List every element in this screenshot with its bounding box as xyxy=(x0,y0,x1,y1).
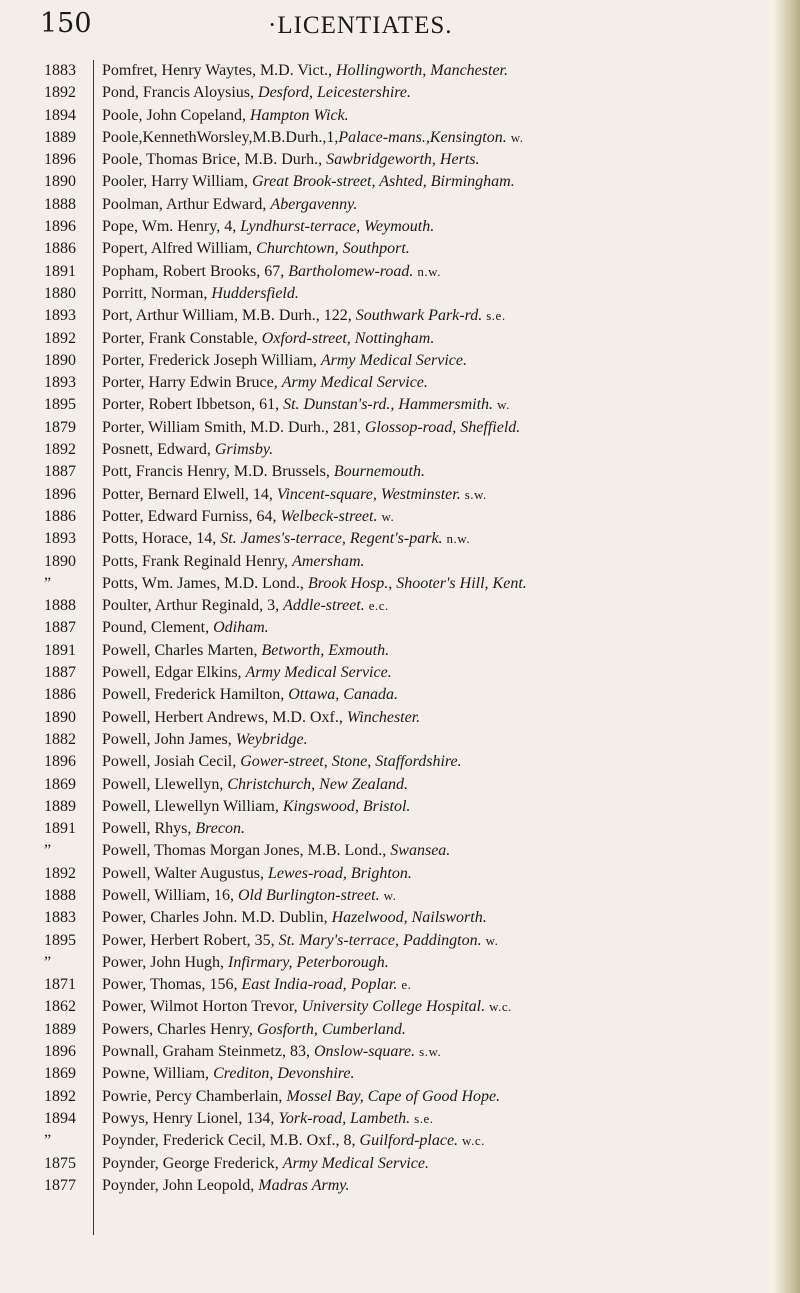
entry-year: 1886 xyxy=(44,507,76,525)
entry-year: 1862 xyxy=(44,998,76,1016)
entry-year: 1889 xyxy=(44,128,76,146)
page-edge xyxy=(774,0,800,1293)
entry-year: 1890 xyxy=(44,351,76,369)
entry-name: Porter, Harry Edwin Bruce, xyxy=(102,374,282,392)
list-item xyxy=(102,774,770,796)
entry-location: Army Medical Service. xyxy=(282,1154,429,1172)
list-item xyxy=(102,171,770,193)
page-header xyxy=(40,8,760,48)
entry-name: Pope, Wm. Henry, 4, xyxy=(102,218,241,236)
entry-name: Potts, Horace, 14, xyxy=(102,530,221,548)
entry-year: 1896 xyxy=(44,218,76,236)
entry-district: e.c. xyxy=(368,598,389,614)
list-item xyxy=(102,149,770,171)
entry-name: Port, Arthur William, M.B. Durh., 122, xyxy=(102,307,356,325)
entry-year: 1893 xyxy=(44,307,76,325)
entry-name: Pownall, Graham Steinmetz, 83, xyxy=(102,1043,314,1061)
list-item xyxy=(102,105,770,127)
entry-location: Onslow-square. xyxy=(313,1043,416,1061)
entry-name: Posnett, Edward, xyxy=(102,441,215,459)
entry-year: 1896 xyxy=(44,1043,76,1061)
list-item xyxy=(102,216,770,238)
entry-district: n.w. xyxy=(446,531,471,547)
entry-year: 1887 xyxy=(44,463,76,481)
entry-name: Porter, Frederick Joseph William, xyxy=(102,351,321,369)
list-item xyxy=(102,461,770,483)
entry-year: 1892 xyxy=(44,864,76,882)
entry-year: 1893 xyxy=(44,374,76,392)
entry-location: Huddersfield. xyxy=(211,284,299,302)
entry-name: Powers, Charles Henry, xyxy=(102,1020,257,1038)
entry-name: Power, Thomas, 156, xyxy=(102,976,242,994)
entry-district: w.c. xyxy=(489,999,512,1015)
entry-name: Poulter, Arthur Reginald, 3, xyxy=(102,597,284,615)
entry-name: Popert, Alfred William, xyxy=(102,240,257,258)
entry-location: Madras Army. xyxy=(258,1176,350,1194)
entry-year: 1883 xyxy=(44,62,76,79)
entry-year: ” xyxy=(44,842,52,860)
list-item xyxy=(102,238,770,260)
entry-location: Guilford-place. xyxy=(359,1132,459,1150)
list-item xyxy=(102,261,770,283)
entry-name: Poynder, George Frederick, xyxy=(102,1154,283,1172)
list-item xyxy=(102,1063,770,1085)
entry-name: Pound, Clement, xyxy=(102,619,214,637)
entry-name: Powell, Llewellyn William, xyxy=(102,797,283,815)
entry-location: Swansea. xyxy=(390,842,451,860)
entries-list xyxy=(102,60,770,1197)
entry-name: Powell, William, 16, xyxy=(102,886,238,904)
entry-name: Pond, Francis Aloysius, xyxy=(102,84,259,102)
list-item xyxy=(102,82,770,104)
entry-name: Porritt, Norman, xyxy=(102,284,212,302)
entry-year: 1888 xyxy=(44,597,76,615)
list-item xyxy=(102,551,770,573)
list-item xyxy=(102,952,770,974)
entry-district: e. xyxy=(401,977,412,993)
entry-year: 1877 xyxy=(44,1176,76,1194)
entry-location: Army Medical Service. xyxy=(281,374,428,392)
entry-location: Bournemouth. xyxy=(333,463,425,481)
entry-name: Powys, Henry Lionel, 134, xyxy=(102,1109,279,1127)
entry-location: St. Dunstan's-rd., Hammersmith. xyxy=(283,396,494,414)
entry-name: Power, Wilmot Horton Trevor, xyxy=(102,998,302,1016)
entry-year: 1889 xyxy=(44,1020,76,1038)
entry-year: 1895 xyxy=(44,396,76,414)
entry-name: Powell, Rhys, xyxy=(102,820,196,838)
entry-year: 1869 xyxy=(44,775,76,793)
entry-name: Porter, Robert Ibbetson, 61, xyxy=(102,396,284,414)
entry-location: University College Hospital. xyxy=(301,998,486,1016)
entry-district: n.w. xyxy=(417,263,441,279)
entry-location: St. Mary's-terrace, Paddington. xyxy=(278,931,482,949)
entry-location: Winchester. xyxy=(346,708,421,726)
entry-year: 1887 xyxy=(44,664,76,682)
entry-year: 1886 xyxy=(44,686,76,704)
entry-location: Infirmary, Peterborough. xyxy=(228,953,389,971)
entry-name: Poolman, Arthur Edward, xyxy=(102,195,271,213)
entry-location: Palace-mans.,Kensington. xyxy=(338,128,507,146)
list-item xyxy=(102,194,770,216)
list-item xyxy=(102,662,770,684)
list-item xyxy=(102,640,770,662)
entry-location: Kingswood, Bristol. xyxy=(282,797,411,815)
entry-year: 1886 xyxy=(44,240,76,258)
entry-year: 1896 xyxy=(44,151,76,169)
entry-district: w. xyxy=(381,508,395,524)
list-item xyxy=(102,885,770,907)
entry-year: 1890 xyxy=(44,552,76,570)
entry-location: Brook Hosp., Shooter's Hill, Kent. xyxy=(307,574,527,592)
entry-location: Abergavenny. xyxy=(270,195,358,213)
entry-year: 1892 xyxy=(44,84,76,102)
entry-location: Bartholomew-road. xyxy=(288,262,414,280)
entry-district: w. xyxy=(497,397,510,413)
entry-location: Betworth, Exmouth. xyxy=(261,641,390,659)
entry-location: Old Burlington-street. xyxy=(237,886,380,904)
list-item xyxy=(102,1108,770,1130)
entry-name: Powell, Thomas Morgan Jones, M.B. Lond., xyxy=(102,842,391,860)
entry-name: Powell, John James, xyxy=(102,730,236,748)
list-item xyxy=(102,528,770,550)
entry-year: ” xyxy=(44,1132,52,1150)
entry-name: Power, Charles John. M.D. Dublin, xyxy=(102,909,332,927)
entry-name: Potter, Edward Furniss, 64, xyxy=(102,507,281,525)
list-item xyxy=(102,484,770,506)
entry-year: 1891 xyxy=(44,820,76,838)
entry-location: Brecon. xyxy=(195,820,245,838)
entry-year: 1875 xyxy=(44,1154,76,1172)
list-item xyxy=(102,394,770,416)
entry-location: Glossop-road, Sheffield. xyxy=(364,418,521,436)
list-item xyxy=(102,818,770,840)
list-item xyxy=(102,1175,770,1197)
list-item xyxy=(102,372,770,394)
entry-name: Powne, William, xyxy=(102,1065,214,1083)
entry-year: 1879 xyxy=(44,418,76,436)
entry-location: Ottawa, Canada. xyxy=(288,686,398,704)
entry-name: Potts, Wm. James, M.D. Lond., xyxy=(102,574,308,592)
entry-district: w.c. xyxy=(462,1133,485,1149)
entry-location: Gower-street, Stone, Staffordshire. xyxy=(240,753,462,771)
list-item xyxy=(102,1153,770,1175)
list-item xyxy=(102,1130,770,1152)
entry-district: w. xyxy=(510,129,524,145)
entry-location: Weybridge. xyxy=(235,730,308,748)
list-item xyxy=(102,684,770,706)
entry-location: Churchtown, Southport. xyxy=(256,240,410,258)
list-item xyxy=(102,1041,770,1063)
entry-name: Powrie, Percy Chamberlain, xyxy=(102,1087,287,1105)
entry-location: East India-road, Poplar. xyxy=(241,976,398,994)
entry-name: Poynder, Frederick Cecil, M.B. Oxf., 8, xyxy=(102,1132,360,1150)
entry-name: Power, John Hugh, xyxy=(102,953,229,971)
entry-location: Mossel Bay, Cape of Good Hope. xyxy=(286,1087,501,1105)
list-item xyxy=(102,707,770,729)
entry-location: Hampton Wick. xyxy=(250,106,349,124)
entry-location: Odiham. xyxy=(213,619,269,637)
entry-year: 1880 xyxy=(44,284,76,302)
list-item xyxy=(102,350,770,372)
entry-location: Southwark Park-rd. xyxy=(355,307,483,325)
entry-location: Lewes-road, Brighton. xyxy=(267,864,412,882)
entry-year: 1894 xyxy=(44,1109,76,1127)
entry-location: Vincent-square, Westminster. xyxy=(276,485,461,503)
entry-year: 1892 xyxy=(44,1087,76,1105)
list-item xyxy=(102,573,770,595)
entry-year: 1869 xyxy=(44,1065,76,1083)
list-item xyxy=(102,907,770,929)
entry-location: Welbeck-street. xyxy=(280,507,378,525)
list-item xyxy=(102,996,770,1018)
entry-name: Potter, Bernard Elwell, 14, xyxy=(102,485,277,503)
entry-year: 1892 xyxy=(44,329,76,347)
entry-year: ” xyxy=(44,953,52,971)
entry-year: 1890 xyxy=(44,708,76,726)
entry-location: Lyndhurst-terrace, Weymouth. xyxy=(240,218,435,236)
entry-location: Addle-street. xyxy=(283,597,365,615)
entry-year: 1882 xyxy=(44,730,76,748)
page-number: 150 xyxy=(40,8,92,39)
list-item xyxy=(102,840,770,862)
list-item xyxy=(102,439,770,461)
entry-location: Grimsby. xyxy=(214,441,274,459)
running-title: ·LICENTIATES. xyxy=(268,12,453,39)
entry-name: Porter, Frank Constable, xyxy=(102,329,262,347)
list-item xyxy=(102,328,770,350)
entry-location: Hazelwood, Nailsworth. xyxy=(331,909,487,927)
entry-year: 1896 xyxy=(44,485,76,503)
entry-location: Army Medical Service. xyxy=(320,351,467,369)
entry-district: w. xyxy=(485,932,499,948)
entry-location: Amersham. xyxy=(292,552,365,570)
list-item xyxy=(102,417,770,439)
list-item xyxy=(102,729,770,751)
entry-year: 1894 xyxy=(44,106,76,124)
entry-year: 1889 xyxy=(44,797,76,815)
entry-year: 1891 xyxy=(44,641,76,659)
list-item xyxy=(102,506,770,528)
entry-location: St. James's-terrace, Regent's-park. xyxy=(220,530,443,548)
entry-name: Poole, John Copeland, xyxy=(102,106,250,124)
entry-year: 1896 xyxy=(44,753,76,771)
entry-year: 1887 xyxy=(44,619,76,637)
entry-name: Powell, Josiah Cecil, xyxy=(102,753,241,771)
entry-year: 1871 xyxy=(44,976,76,994)
entry-location: Christchurch, New Zealand. xyxy=(227,775,409,793)
column-rule xyxy=(93,60,94,1235)
entry-name: Powell, Walter Augustus, xyxy=(102,864,268,882)
list-item xyxy=(102,974,770,996)
entry-district: s.w. xyxy=(419,1044,442,1060)
entry-location: York-road, Lambeth. xyxy=(278,1109,411,1127)
entry-year: 1893 xyxy=(44,530,76,548)
entry-location: Crediton, Devonshire. xyxy=(213,1065,355,1083)
list-item xyxy=(102,930,770,952)
entry-name: Powell, Frederick Hamilton, xyxy=(102,686,289,704)
entry-year: 1888 xyxy=(44,886,76,904)
entry-name: Powell, Edgar Elkins, xyxy=(102,664,246,682)
entry-location: Hollingworth, Manchester. xyxy=(336,62,509,79)
entry-year: 1888 xyxy=(44,195,76,213)
entry-location: Oxford-street, Nottingham. xyxy=(261,329,435,347)
entry-name: Powell, Llewellyn, xyxy=(102,775,228,793)
entry-name: Potts, Frank Reginald Henry, xyxy=(102,552,293,570)
entry-location: Great Brook-street, Ashted, Birmingham. xyxy=(251,173,515,191)
list-item xyxy=(102,617,770,639)
entry-year: 1890 xyxy=(44,173,76,191)
entry-name: Power, Herbert Robert, 35, xyxy=(102,931,279,949)
entry-location: Sawbridgeworth, Herts. xyxy=(326,151,480,169)
entry-name: Powell, Herbert Andrews, M.D. Oxf., xyxy=(102,708,347,726)
list-item xyxy=(102,796,770,818)
years-column xyxy=(44,60,90,1197)
entry-name: Powell, Charles Marten, xyxy=(102,641,262,659)
list-item xyxy=(102,305,770,327)
entry-district: s.w. xyxy=(464,486,487,502)
entry-name: Poynder, John Leopold, xyxy=(102,1176,259,1194)
entry-name: Poole, Thomas Brice, M.B. Durh., xyxy=(102,151,327,169)
entry-district: w. xyxy=(383,887,397,903)
entry-name: Porter, William Smith, M.D. Durh., 281, xyxy=(102,418,365,436)
entry-district: s.e. xyxy=(414,1110,434,1126)
list-item xyxy=(102,863,770,885)
entry-name: Pomfret, Henry Waytes, M.D. Vict., xyxy=(102,62,337,79)
entry-name: Pooler, Harry William, xyxy=(102,173,252,191)
list-item xyxy=(102,127,770,149)
entry-location: Gosforth, Cumberland. xyxy=(256,1020,406,1038)
list-item xyxy=(102,60,770,82)
entry-name: Popham, Robert Brooks, 67, xyxy=(102,262,289,280)
entry-year: 1895 xyxy=(44,931,76,949)
entry-year: 1891 xyxy=(44,262,76,280)
entry-year: 1883 xyxy=(44,909,76,927)
entry-location: Army Medical Service. xyxy=(245,664,392,682)
entry-year: ” xyxy=(44,574,52,592)
entry-location: Desford, Leicestershire. xyxy=(258,84,412,102)
list-item xyxy=(102,595,770,617)
entry-district: s.e. xyxy=(486,308,506,324)
list-item xyxy=(102,1086,770,1108)
list-item xyxy=(102,751,770,773)
entry-year: 1892 xyxy=(44,441,76,459)
entry-name: Pott, Francis Henry, M.D. Brussels, xyxy=(102,463,334,481)
list-item xyxy=(102,1019,770,1041)
list-item xyxy=(102,283,770,305)
entry-name: Poole,KennethWorsley,M.B.Durh.,1, xyxy=(102,128,339,146)
